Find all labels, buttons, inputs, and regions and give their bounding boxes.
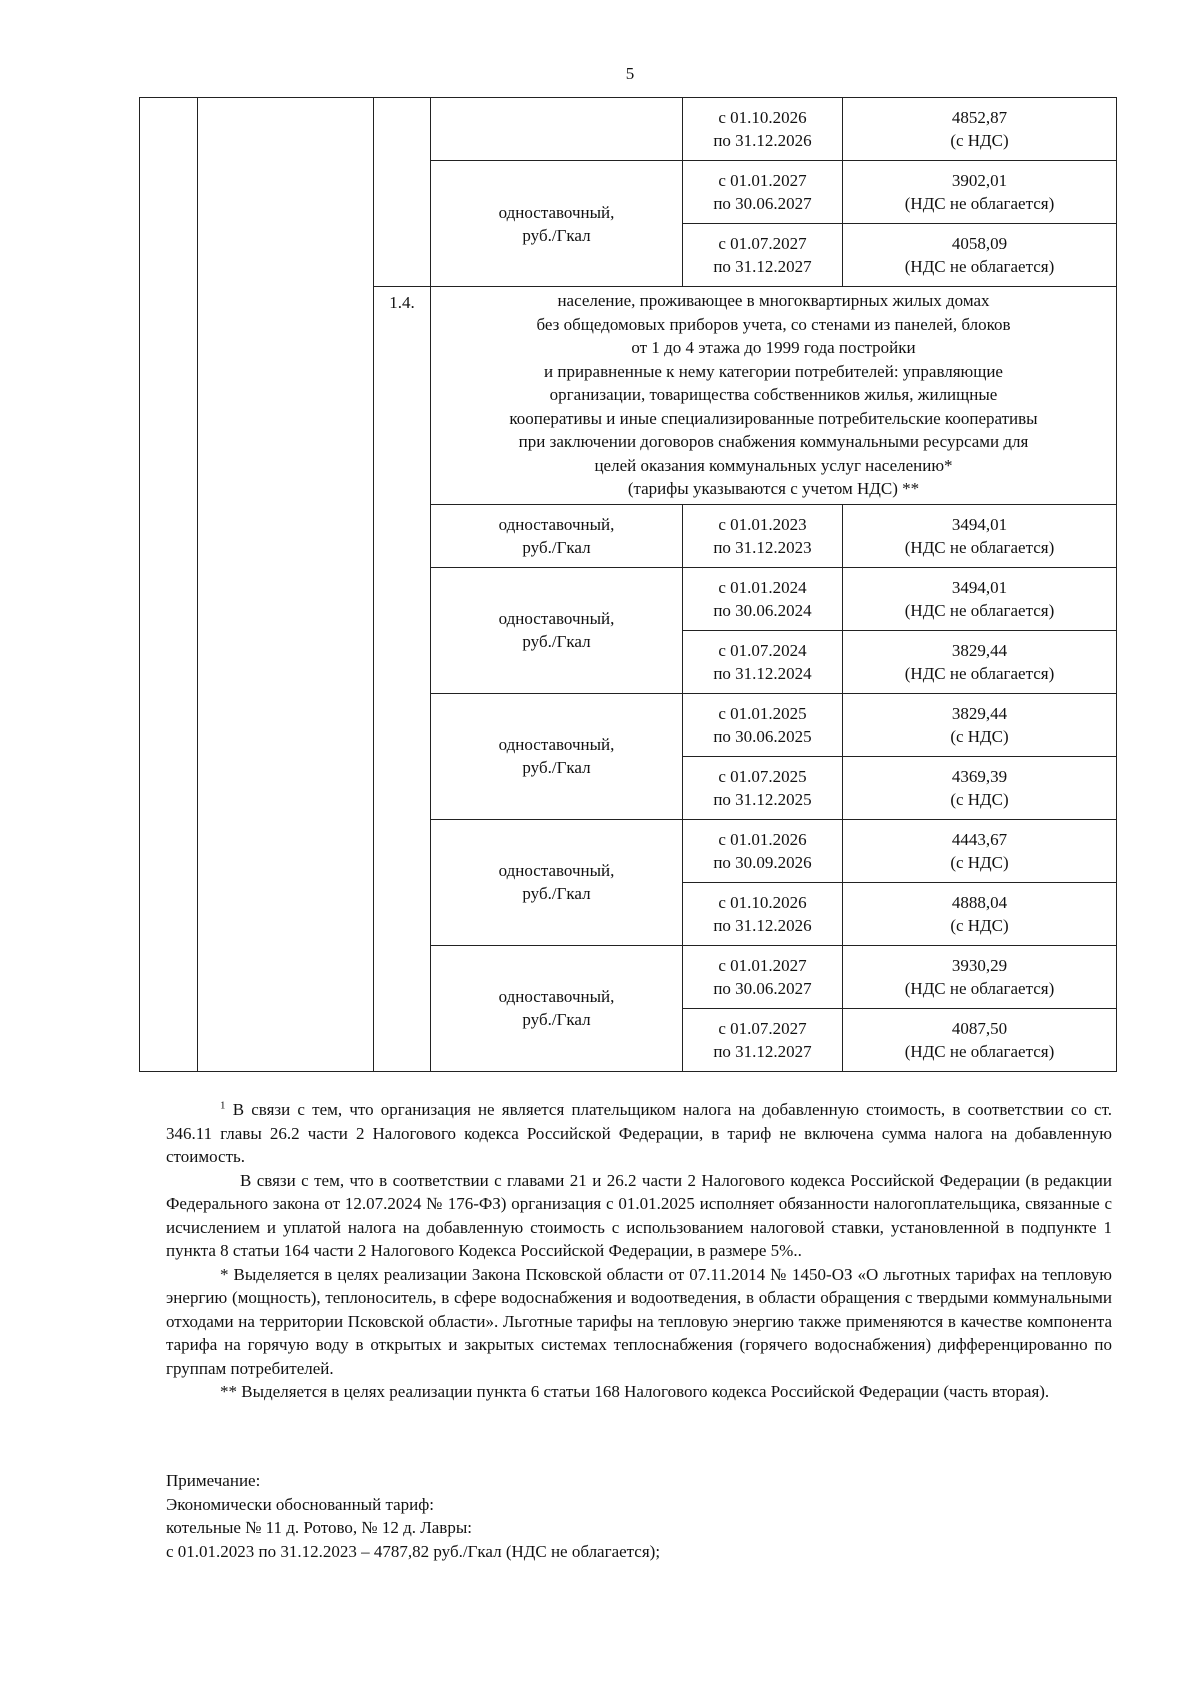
col-blank-3 [374,98,431,287]
footnote-1-text: В связи с тем, что организация не является плательщиком налога на добавленную стоимость, в соответствии со ст. 346.11 главы 26.2 части 2 Налогового кодекса Российской Федерации, в тариф не включена сумма налога на добавленную стоимость. [166,1100,1113,1166]
period-cell: с 01.07.2027 по 31.12.2027 [683,224,843,287]
remark-title: Примечание: [166,1471,261,1490]
tariff-value-cell: 3930,29 (НДС не облагается) [843,945,1117,1008]
period-cell: с 01.07.2024 по 31.12.2024 [683,630,843,693]
tariff-value-cell: 4888,04 (с НДС) [843,882,1117,945]
tariff-type-cell: одноставочный, руб./Гкал [431,945,683,1071]
remark-line: с 01.01.2023 по 31.12.2023 – 4787,82 руб./Гкал (НДС не облагается); [166,1541,661,1561]
period-cell: с 01.07.2025 по 31.12.2025 [683,756,843,819]
footnote-1-continuation: В связи с тем, что в соответствии с главами 21 и 26.2 части 2 Налогового кодекса Российской Федерации (в редакции Федерального закона от 12.07.2024 № 176-ФЗ) организация с 01.01.2025 исполняет обязанности налогоплательщика, связанные с исчислением и уплатой налога на добавленную стоимость с использованием налоговой ставки, установленной в подпункте 1 пункта 8 статьи 164 части 2 Налогового Кодекса Российской Федерации, в размере 5%.. [166,1170,1112,1260]
section-description: население, проживающее в многоквартирных жилых домах без общедомовых приборов учета, со стенами из панелей, блоков от 1 до 4 этажа до 1999 года постройки и приравненные к нему категории потребителей: управляющие организации, товарищества собственников жилья, жилищные кооперативы и иные специализированные потребительские кооперативы при заключении договоров снабжения коммунальными ресурсами для целей оказания коммунальных услуг населению* (тарифы указываются с учетом НДС) ** [431,287,1117,505]
tariff-value-cell: 4443,67 (с НДС) [843,819,1117,882]
tariff-value-cell: 4087,50 (НДС не облагается) [843,1008,1117,1071]
page-number: 5 [625,64,635,83]
period-cell: с 01.07.2027 по 31.12.2027 [683,1008,843,1071]
tariff-type-cell: одноставочный, руб./Гкал [431,819,683,945]
col-blank-1 [140,98,198,1072]
tariff-type-cell: одноставочный, руб./Гкал [431,161,683,287]
period-cell: с 01.01.2023 по 31.12.2023 [683,504,843,567]
period-cell: с 01.01.2024 по 30.06.2024 [683,567,843,630]
tariff-type-cell: одноставочный, руб./Гкал [431,693,683,819]
type-cell-empty [431,98,683,161]
section-number: 1.4. [374,287,431,1072]
remark-block [166,1469,660,1563]
tariff-value-cell: 3829,44 (с НДС) [843,693,1117,756]
tariff-value-cell: 3494,01 (НДС не облагается) [843,567,1117,630]
footnote-double-star: ** Выделяется в целях реализации пункта 6 статьи 168 Налогового кодекса Российской Федерации (часть вторая). [220,1382,1050,1401]
tariff-value-cell: 3494,01 (НДС не облагается) [843,504,1117,567]
tariff-value-cell: 4852,87 (с НДС) [843,98,1117,161]
remark-line: котельные № 11 д. Ротово, № 12 д. Лавры: [166,1518,472,1537]
tariff-value-cell: 4369,39 (с НДС) [843,756,1117,819]
period-cell: с 01.10.2026 по 31.12.2026 [683,882,843,945]
tariff-value-cell: 3829,44 (НДС не облагается) [843,630,1117,693]
remark-line: Экономически обоснованный тариф: [166,1494,434,1514]
tariff-table [139,97,1117,1072]
period-cell: с 01.01.2025 по 30.06.2025 [683,693,843,756]
table-row [140,98,1117,161]
col-blank-2 [198,98,374,1072]
period-cell: с 01.01.2027 по 30.06.2027 [683,945,843,1008]
period-cell: с 01.01.2027 по 30.06.2027 [683,161,843,224]
footnote-star: * Выделяется в целях реализации Закона Псковской области от 07.11.2014 № 1450-ОЗ «О льготных тарифах на тепловую энергию (мощность), теплоноситель, в сфере водоснабжения и водоотведения, в области обращения с твердыми коммунальными отходами на территории Псковской области». Льготные тарифы на тепловую энергию также применяются в качестве компонента тарифа на горячую воду в открытых и закрытых системах теплоснабжения (горячего водоснабжения) дифференцированно по группам потребителей. [166,1264,1112,1378]
tariff-type-cell: одноставочный, руб./Гкал [431,504,683,567]
footnotes [166,1098,1112,1404]
period-cell: с 01.10.2026 по 31.12.2026 [683,98,843,161]
period-cell: с 01.01.2026 по 30.09.2026 [683,819,843,882]
footnote-1 [166,1098,1112,1169]
tariff-value-cell: 4058,09 (НДС не облагается) [843,224,1117,287]
tariff-type-cell: одноставочный, руб./Гкал [431,567,683,693]
tariff-value-cell: 3902,01 (НДС не облагается) [843,161,1117,224]
footnote-marker: 1 [220,1099,226,1112]
